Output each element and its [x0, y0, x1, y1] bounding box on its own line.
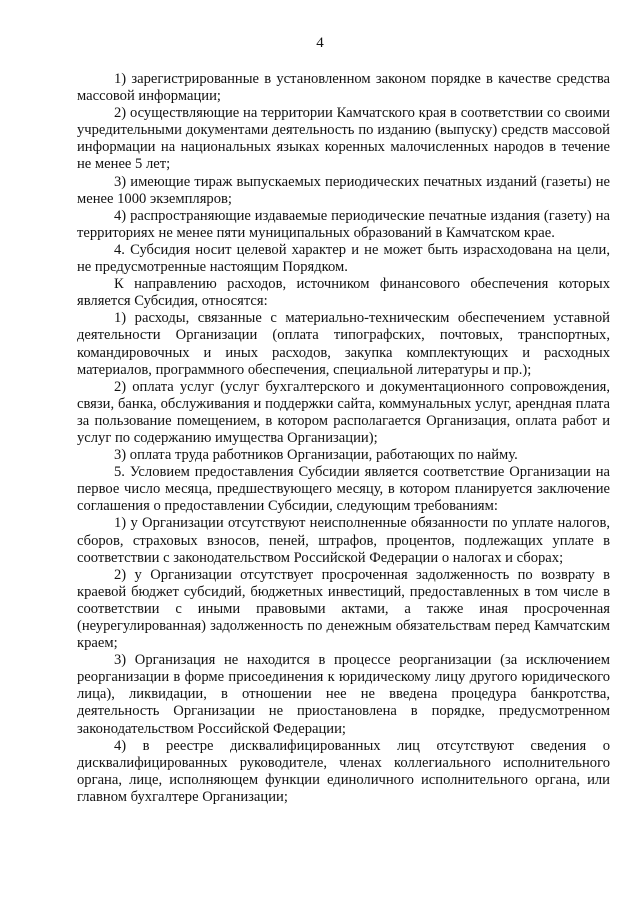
paragraph-10: 5. Условием предоставления Субсидии является соответствие Организации на первое число месяца, предшествующего месяцу, в котором планируется заключение соглашения о предоставлении Субсидии, следующим требованиям:	[77, 464, 610, 515]
paragraph-4: 4) распространяющие издаваемые периодические печатные издания (газету) на территориях не менее пяти муниципальных образований в Камчатском крае.	[77, 207, 610, 241]
paragraph-13: 3) Организация не находится в процессе реорганизации (за исключением реорганизации в форме присоединения к юридическому лицу другого юридического лица), ликвидации, в отношении нее не введена процедура банкротства, деятельность Организации не приостановлена в порядке, предусмотренном законодательством Российской Федерации;	[77, 652, 610, 737]
paragraph-7: 1) расходы, связанные с материально-техническим обеспечением уставной деятельности Организации (оплата типографских, почтовых, транспортных, командировочных и иных расходов, закупка комплектующих и расходных материалов, программного обеспечения, специальной литературы и пр.);	[77, 310, 610, 378]
paragraph-3: 3) имеющие тираж выпускаемых периодических печатных изданий (газеты) не менее 1000 экземпляров;	[77, 173, 610, 207]
paragraph-5: 4. Субсидия носит целевой характер и не может быть израсходована на цели, не предусмотренные настоящим Порядком.	[77, 241, 610, 276]
paragraph-9: 3) оплата труда работников Организации, работающих по найму.	[114, 447, 518, 464]
paragraph-1: 1) зарегистрированные в установленном законом порядке в качестве средства массовой информации;	[77, 71, 610, 105]
page-number: 4	[316, 35, 324, 51]
paragraph-8: 2) оплата услуг (услуг бухгалтерского и документационного сопровождения, связи, банка, обслуживания и поддержки сайта, коммунальных услуг, арендная плата за пользование помещением, в котором располагается Организация, оплата работ и услуг по содержанию имущества Организации);	[77, 378, 610, 446]
paragraph-6: К направлению расходов, источником финансового обеспечения которых является Субсидия, относятся:	[77, 276, 610, 310]
paragraph-2: 2) осуществляющие на территории Камчатского края в соответствии со своими учредительными документами деятельность по изданию (выпуску) средств массовой информации на национальных языках коренных малочисленных народов в течение не менее 5 лет;	[77, 105, 610, 173]
paragraph-14: 4) в реестре дисквалифицированных лиц отсутствуют сведения о дисквалифицированных руководителе, членах коллегиального исполнительного органа, лице, исполняющем функции единоличного исполнительного органа, или главном бухгалтере Организации;	[77, 737, 610, 805]
document-body	[77, 71, 610, 806]
paragraph-11: 1) у Организации отсутствуют неисполненные обязанности по уплате налогов, сборов, страховых взносов, пеней, штрафов, процентов, подлежащих уплате в соответствии с законодательством Российской Федерации о налогах и сборах;	[77, 515, 610, 566]
paragraph-12: 2) у Организации отсутствует просроченная задолженность по возврату в краевой бюджет субсидий, бюджетных инвестиций, предоставленных в том числе в соответствии с иными правовыми актами, а также иная просроченная (неурегулированная) задолженность по денежным обязательствам перед Камчатским краем;	[77, 566, 610, 652]
